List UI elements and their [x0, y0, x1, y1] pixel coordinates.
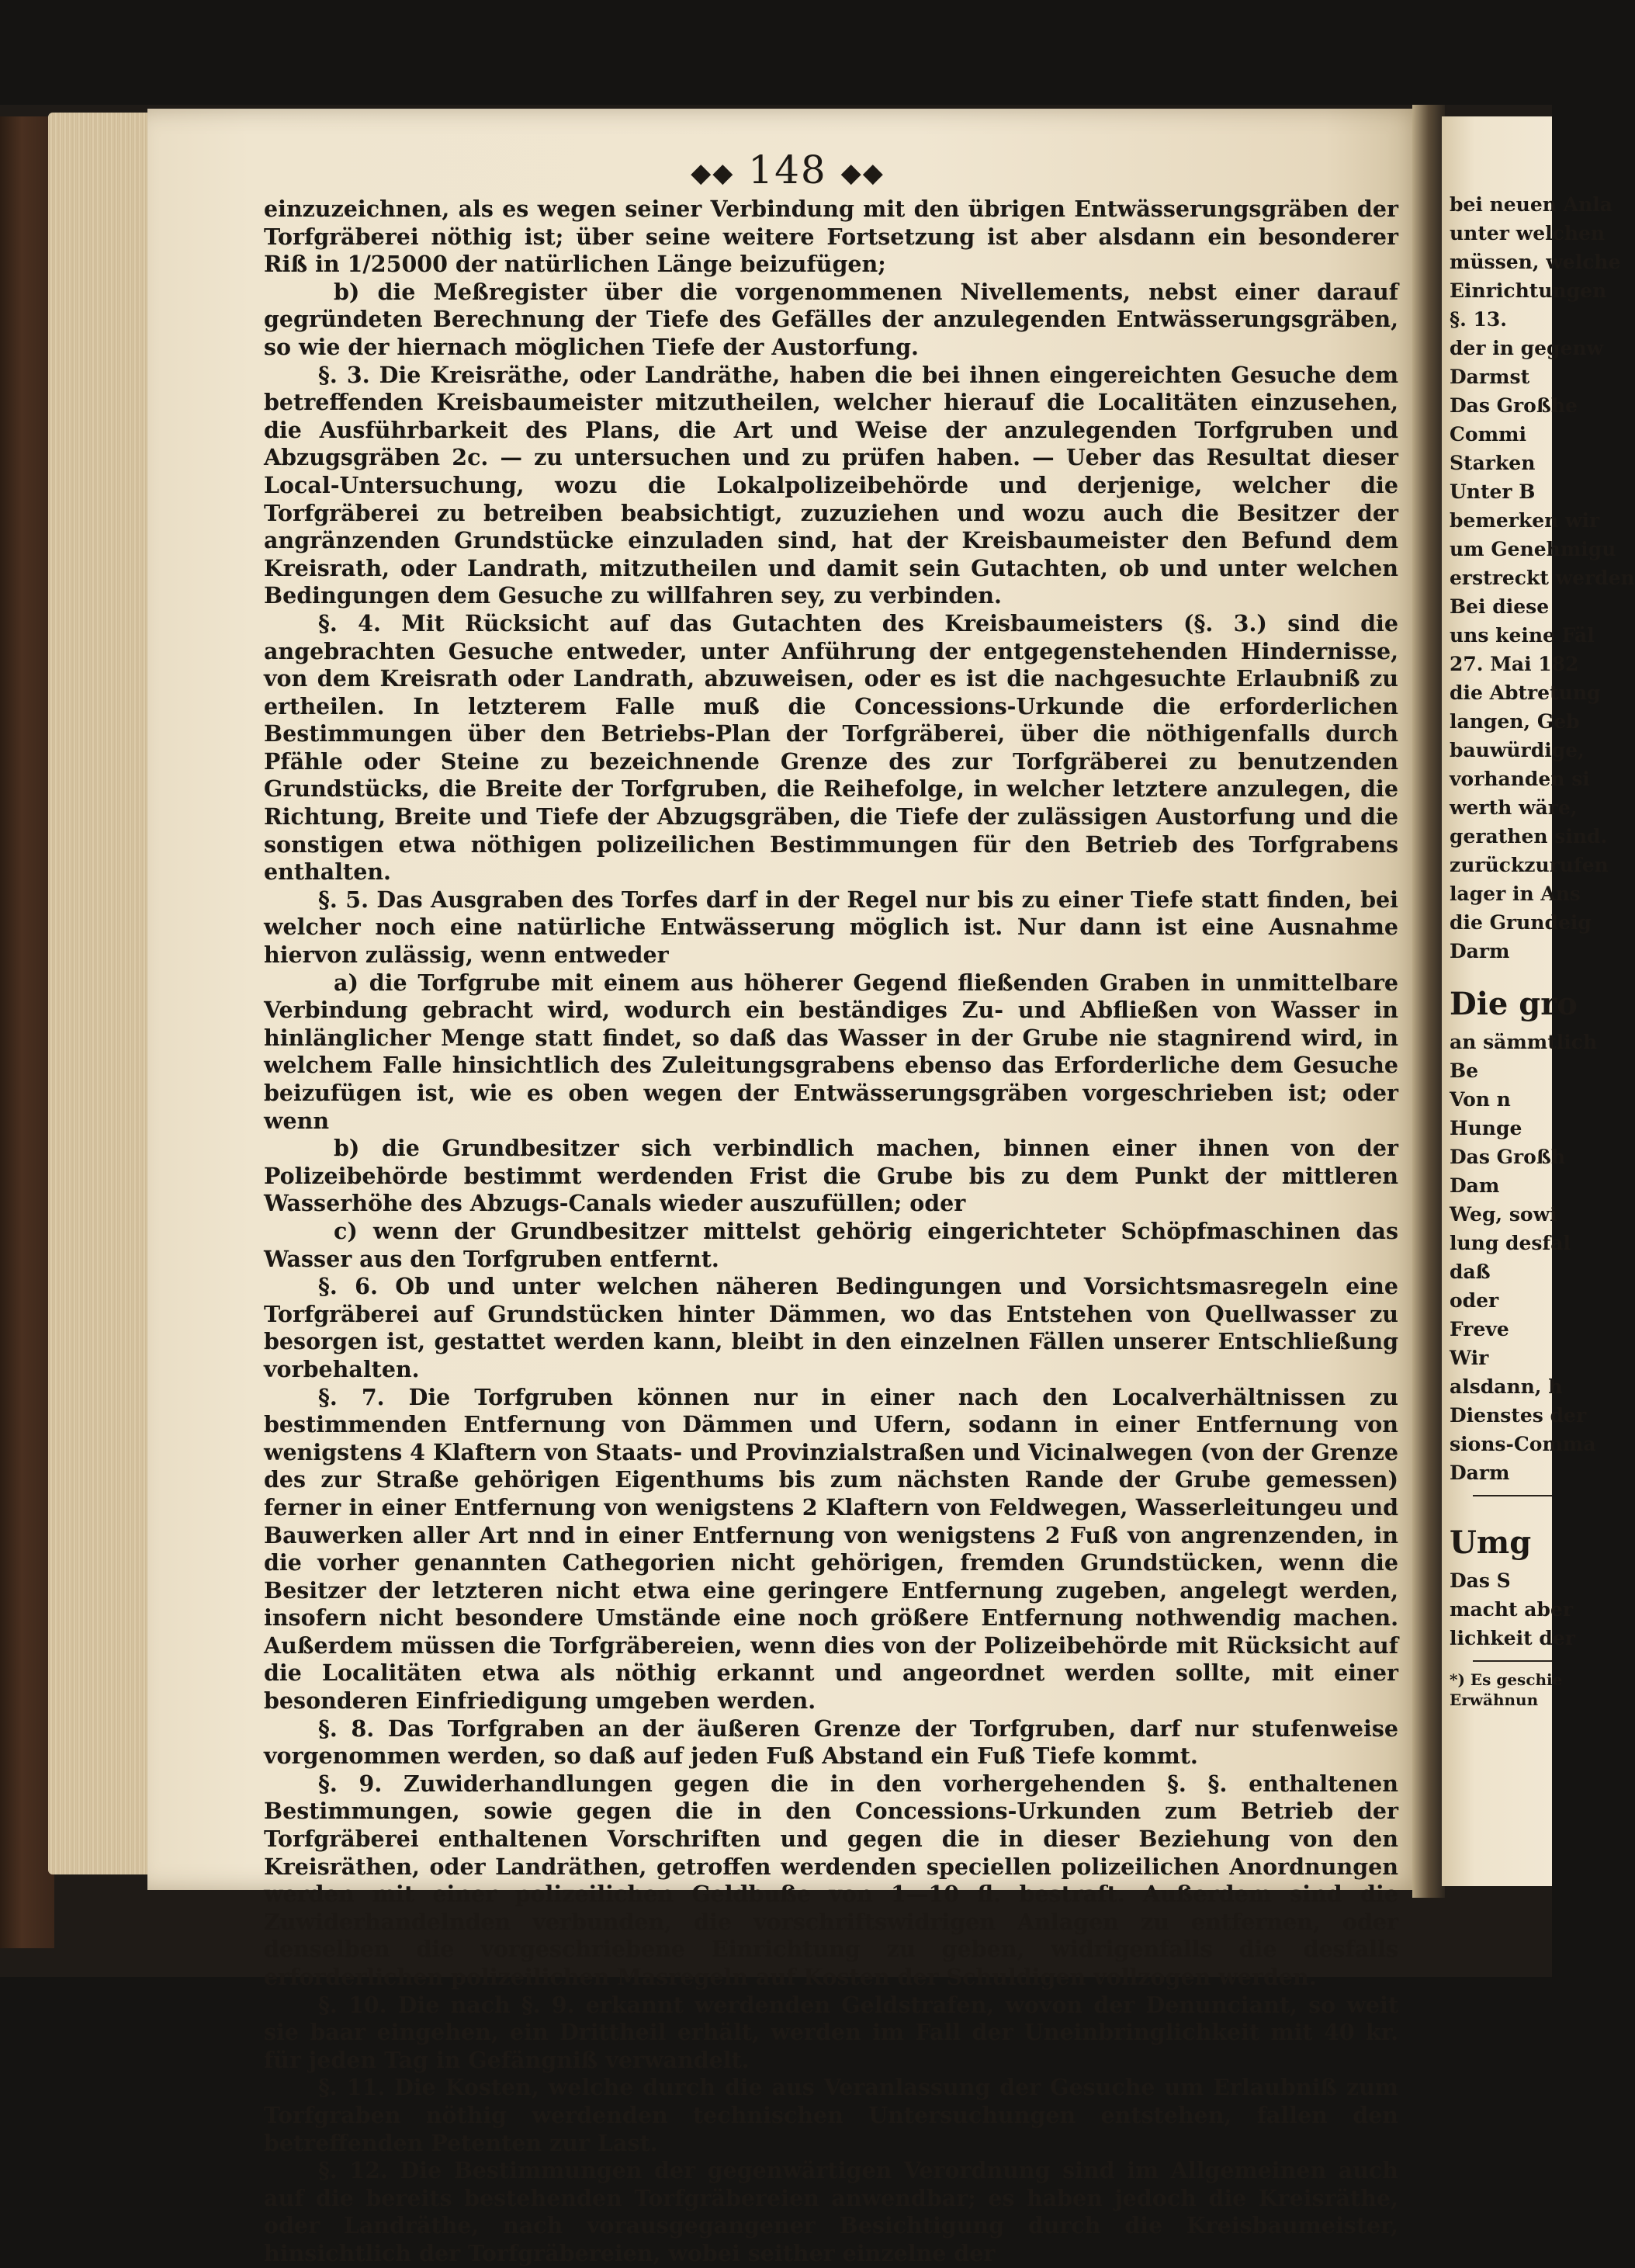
right-line: Darm: [1450, 1462, 1510, 1484]
paragraph-section-8: §. 8. Das Torfgraben an der äußeren Grenze der Torfgruben, darf nur stufenweise vorgenommen werden, so daß auf jeden Fuß Abstand ein Fuß Tiefe kommt.: [264, 1715, 1398, 1770]
right-line: uns keine Fäl: [1450, 624, 1595, 647]
right-line: Das S: [1450, 1569, 1511, 1592]
paragraph-section-10: §. 10. Die nach §. 9. erkannt werdenden Geldstrafen, wovon der Denunciant, so weit sie baar eingehen, ein Drittheil erhält, werden im Fall der Uneinbringlichkeit mit 40 kr. für jeden Tag in Gefängniß verwandelt.: [264, 1991, 1398, 2073]
page-edges: [48, 113, 149, 1874]
right-line: 27. Mai 182: [1450, 653, 1579, 675]
right-line: Einrichtungen: [1450, 279, 1607, 302]
right-line: Darmst: [1450, 366, 1530, 388]
right-line: Commi: [1450, 423, 1526, 446]
right-line: der in gegenw: [1450, 337, 1604, 359]
paragraph-item-c: c) wenn der Grundbesitzer mittelst gehörig eingerichteter Schöpfmaschinen das Wasser aus den Torfgruben entfernt.: [264, 1217, 1398, 1272]
right-heading: Umg: [1450, 1524, 1532, 1561]
paragraph-item-b2: b) die Grundbesitzer sich verbindlich machen, binnen einer ihnen von der Polizeibehörde bestimmt werdenden Frist die Grube bis zu dem Punkt der mittleren Wasserhöhe des Abzugs-Canals wieder auszufüllen; oder: [264, 1135, 1398, 1217]
right-line: werth wäre,: [1450, 796, 1578, 819]
paragraph-section-11: §. 11. Die Kosten, welche durch die aus Veranlassung der Gesuche um Erlaubniß zum Torfgraben nöthig werdenden technischen Untersuchungen entstehen, fallen den betreffenden Petenten zur Last.: [264, 2074, 1398, 2156]
paragraph-section-7: §. 7. Die Torfgruben können nur in einer nach den Localverhältnissen zu bestimmenden Entfernung von Dämmen und Ufern, sodann in einer Entfernung von wenigstens 4 Klaftern von Staats- und Provinzialstraßen und Vicinalwegen (von der Grenze des zur Straße gehörigen Eigenthums bis zum nächsten Rande der Grube gemessen) ferner in einer Entfernung von wenigstens 2 Klaftern von Feldwegen, Wasserleitungeu und Bauwerken aller Art nnd in einer Entfernung von wenigstens 2 Fuß von angrenzenden, in die vorher genannten Cathegorien nicht gehörigen, fremden Grundstücken, wenn die Besitzer der letzteren nicht etwa eine geringere Entfernung zugeben, angelegt werden, insofern nicht besondere Umstände eine noch größere Entfernung nothwendig machen. Außerdem müssen die Torfgräbereien, wenn dies von der Polizeibehörde mit Rücksicht auf die Localitäten etwa als nöthig erkannt und angeordnet werden sollte, mit einer besonderen Einfriedigung umgeben werden.: [264, 1383, 1398, 1715]
paragraph-section-4: §. 4. Mit Rücksicht auf das Gutachten des Kreisbaumeisters (§. 3.) sind die angebrachten Gesuche entweder, unter Anführung der entgegenstehenden Hindernisse, von dem Kreisrath oder Landrath, abzuweisen, oder es ist die nachgesuchte Erlaubniß zu ertheilen. In letzterem Falle muß die Concessions-Urkunde die erforderlichen Bestimmungen über den Betriebs-Plan der Torfgräberei, über die nöthigenfalls durch Pfähle oder Steine zu bezeichnende Grenze des zur Torfgräberei zu benutzenden Grundstücks, die Breite der Torfgruben, die Reihefolge, in welcher letztere anzulegen, die Richtung, Breite und Tiefe der Abzugsgräben, die Tiefe der zulässigen Austorfung und die sonstigen etwa nöthigen polizeilichen Bestimmungen für den Betrieb des Torfgrabens enthalten.: [264, 609, 1398, 886]
right-line: lichkeit der: [1450, 1627, 1575, 1649]
right-line: Das Großhe: [1450, 394, 1578, 417]
book-spine-edge: [0, 116, 54, 1948]
right-footnote: *) Es geschie: [1450, 1670, 1563, 1689]
right-line: Wir: [1450, 1347, 1489, 1369]
right-line: langen, Geb: [1450, 710, 1580, 733]
page-body: [264, 196, 1398, 2268]
right-line: Be: [1450, 1059, 1479, 1082]
right-line: daß: [1450, 1261, 1491, 1283]
right-line: Darm: [1450, 940, 1510, 962]
right-line: macht aber: [1450, 1598, 1574, 1621]
right-line: bauwürdige,: [1450, 739, 1585, 761]
right-line: Von n: [1450, 1088, 1511, 1111]
right-line: lung desfal: [1450, 1232, 1571, 1254]
right-line: bei neuen Anla: [1450, 193, 1612, 216]
page-number: 148: [748, 147, 827, 192]
ornament-left: ◆◆: [691, 158, 735, 189]
right-line: erstreckt werden: [1450, 567, 1635, 589]
right-line: Weg, sowi: [1450, 1203, 1557, 1226]
right-heading: Die gro: [1450, 986, 1578, 1022]
book-gutter: [1412, 105, 1445, 1898]
right-line: oder: [1450, 1289, 1499, 1312]
right-line: an sämmtlich: [1450, 1031, 1598, 1053]
right-line: die Grundeig: [1450, 911, 1592, 934]
ornament-right: ◆◆: [840, 158, 885, 189]
right-line: Freve: [1450, 1318, 1509, 1340]
right-line: um Genehmigu: [1450, 538, 1616, 560]
right-line: Unter B: [1450, 480, 1536, 503]
right-line: Das Großh: [1450, 1146, 1566, 1168]
paragraph-item-a: a) die Torfgrube mit einem aus höherer Gegend fließenden Graben in unmittelbare Verbindung gebracht wird, wodurch ein beständiges Zu- und Abfließen von Wasser in hinlänglicher Menge statt findet, so daß das Wasser in der Grube nie stagnirend wird, in welchem Falle hinsichtlich des Zuleitungsgrabens ebenso das Erforderliche dem Gesuche beizufügen ist, wie es oben wegen der Entwässerungsgräben vorgeschrieben ist; oder wenn: [264, 969, 1398, 1134]
right-line: bemerken wir: [1450, 509, 1600, 532]
paragraph-section-3: §. 3. Die Kreisräthe, oder Landräthe, haben die bei ihnen eingereichten Gesuche dem betreffenden Kreisbaumeister mitzutheilen, welcher hierauf die Localitäten einzusehen, die Ausführbarkeit des Plans, die Art und Weise der anzulegenden Torfgruben und Abzugsgräben 2c. — zu untersuchen und zu prüfen haben. — Ueber das Resultat dieser Local-Untersuchung, wozu die Lokalpolizeibehörde und derjenige, welcher die Torfgräberei zu betreiben beabsichtigt, zuzuziehen und wozu auch die Besitzer der angränzenden Grundstücke einzuladen sind, hat der Kreisbaumeister den Befund dem Kreisrath, oder Landrath, mitzutheilen und damit sein Gutachten, ob und unter welchen Bedingungen dem Gesuche zu willfahren sey, zu verbinden.: [264, 361, 1398, 609]
right-line: unter welchen: [1450, 222, 1606, 244]
page-header: [147, 147, 1428, 192]
right-line: müssen, welche: [1450, 251, 1621, 273]
right-line: die Abtretung: [1450, 681, 1601, 704]
right-line: Starken: [1450, 452, 1536, 474]
paragraph-section-9: §. 9. Zuwiderhandlungen gegen die in den vorhergehenden §. §. enthaltenen Bestimmungen, sowie gegen die in den Concessions-Urkunden zum Betrieb der Torfgräberei enthaltenen Vorschriften und gegen die in dieser Beziehung von den Kreisräthen, oder Landräthen, getroffen werdenden speciellen polizeilichen Anordnungen werden mit einer polizeilichen Geldbuße von 1—10 fl. bestraft. Außerdem sind die Zuwiderhandelnden verbunden, die vorschriftswidrigen Anlagen zu entfernen, oder denselben die vorgeschriebene Einrichtung zu geben, widrigenfalls die desfalls erforderlichen polizeilichen Masregeln auf Kosten der Schuldigen vollzogen werden.: [264, 1770, 1398, 1990]
right-line: gerathen sind.: [1450, 825, 1608, 848]
paragraph-section-12: §. 12. Die Bestimmungen der gegenwärtigen Verordnung sind im Allgemeinen auch auf die bereits bestehenden Torfgräbereien anwendbar; es haben jedoch die Kreisräthe, oder Landräthe, nach vorausgegangener Besichtigung durch die Kreisbaumeister, hinsichtlich der Torfgräbereien, wobei seither einzelne der: [264, 2157, 1398, 2266]
right-line: zurückzurufen: [1450, 854, 1609, 876]
right-line: Dienstes der: [1450, 1404, 1587, 1427]
right-line: §. 13.: [1450, 308, 1507, 331]
paragraph-continuation: einzuzeichnen, als es wegen seiner Verbindung mit den übrigen Entwässerungsgräben der Torfgräberei nöthig ist; über seine weitere Fortsetzung ist aber alsdann ein besonderer Riß in 1/25000 der natürlichen Länge beizufügen;: [264, 196, 1398, 278]
right-line: sions-Comma: [1450, 1433, 1596, 1455]
paragraph-item-b: b) die Meßregister über die vorgenommenen Nivellements, nebst einer darauf gegründeten Berechnung der Tiefe des Gefälles der anzulegenden Entwässerungsgräben, so wie der hiernach möglichen Tiefe der Austorfung.: [264, 278, 1398, 360]
right-footnote: Erwähnun: [1450, 1691, 1539, 1709]
right-line: Bei diese: [1450, 595, 1550, 618]
right-line: lager in Ans: [1450, 883, 1581, 905]
right-line: Dam: [1450, 1174, 1500, 1197]
right-rule: [1473, 1660, 1552, 1662]
paragraph-section-6: §. 6. Ob und unter welchen näheren Bedingungen und Vorsichtsmasregeln eine Torfgräberei auf Grundstücken hinter Dämmen, wo das Entstehen von Quellwasser zu besorgen ist, gestattet werden kann, bleibt in den einzelnen Fällen unserer Entschließung vorbehalten.: [264, 1273, 1398, 1382]
right-line: alsdann, h: [1450, 1375, 1563, 1398]
right-rule: [1473, 1495, 1552, 1496]
right-line: Hunge: [1450, 1117, 1522, 1139]
paragraph-section-5: §. 5. Das Ausgraben des Torfes darf in der Regel nur bis zu einer Tiefe statt finden, bei welcher noch eine natürliche Entwässerung möglich ist. Nur dann ist eine Ausnahme hiervon zulässig, wenn entweder: [264, 886, 1398, 969]
right-page-fragment: [1442, 116, 1635, 1886]
right-line: vorhanden si: [1450, 768, 1590, 790]
